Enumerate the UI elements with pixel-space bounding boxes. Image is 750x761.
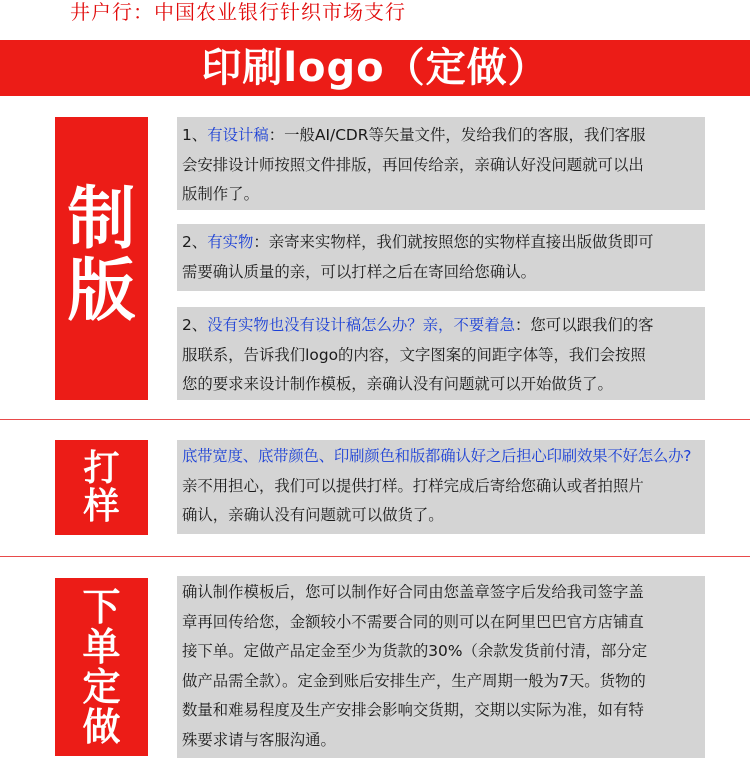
text-run: ：亲寄来实物样，我们就按照您的实物样直接出版做货即可	[253, 233, 654, 251]
section-divider	[0, 419, 750, 420]
side-label-char: 样	[83, 485, 120, 527]
text-run: 1、	[182, 126, 208, 144]
text-run: ：您可以跟我们的客	[515, 316, 654, 334]
text-line: 版制作了。	[182, 185, 259, 203]
section-divider	[0, 556, 750, 557]
text-line: 确认，亲确认没有问题就可以做货了。	[182, 506, 444, 524]
side-label-order	[55, 578, 148, 756]
text-line: 您的要求来设计制作模板，亲确认没有问题就可以开始做货了。	[182, 375, 613, 393]
text-line: 殊要求请与客服沟通。	[182, 730, 336, 749]
text-run: 2、	[182, 316, 208, 334]
side-label-char: 做	[82, 705, 121, 749]
text-line: 确认制作模板后，您可以制作好合同由您盖章签字后发给我司签字盖	[182, 583, 644, 601]
highlight-text: 底带宽度、底带颜色、印刷颜色和版都确认好之后担心印刷效果不好怎么办?	[182, 447, 692, 465]
side-label-char: 版	[67, 251, 136, 331]
side-label-plate-making	[55, 117, 148, 400]
text-line: 会安排设计师按照文件排版，再回传给亲，亲确认好没问题就可以出	[182, 155, 644, 174]
text-line: 服联系，告诉我们logo的内容，文字图案的间距字体等，我们会按照	[182, 345, 646, 364]
highlight-text: 有设计稿	[207, 126, 269, 144]
bank-account-line: 井户行：中国农业银行针织市场支行	[70, 0, 406, 24]
text-line: 需要确认质量的亲，可以打样之后在寄回给您确认。	[182, 262, 536, 281]
info-box-no-sample-no-design	[177, 307, 705, 400]
page-title: 印刷logo（定做）	[0, 40, 750, 96]
text-line: 数量和难易程度及生产安排会影响交货期，交期以实际为准，如有特	[182, 701, 644, 719]
text-run: ：一般AI/CDR等矢量文件，发给我们的客服，我们客服	[268, 126, 646, 144]
side-label-char: 制	[67, 179, 136, 259]
info-box-proofing	[177, 440, 705, 534]
text-line: 章再回传给您，金额较小不需要合同的则可以在阿里巴巴官方店铺直	[182, 612, 644, 631]
text-line: 接下单。定做产品定金至少为货款的30%（余款发货前付清，部分定	[182, 642, 648, 660]
text-line	[182, 311, 701, 341]
text-run: 2、	[182, 233, 208, 251]
side-label-proofing	[55, 440, 148, 535]
info-box-has-sample	[177, 224, 705, 291]
side-label-char: 定	[82, 665, 121, 709]
text-line	[182, 121, 701, 151]
highlight-text: 没有实物也没有设计稿怎么办？亲，不要着急	[207, 316, 516, 334]
text-line: 做产品需全款）。定金到账后安排生产，生产周期一般为7天。货物的	[182, 671, 646, 690]
info-box-order	[177, 576, 705, 758]
text-line: 亲不用担心，我们可以提供打样。打样完成后寄给您确认或者拍照片	[182, 476, 644, 495]
highlight-text: 有实物	[207, 233, 254, 251]
side-label-char: 单	[82, 625, 121, 669]
info-box-has-design	[177, 117, 705, 210]
side-label-char: 打	[83, 447, 120, 489]
side-label-char: 下	[82, 585, 121, 629]
text-line	[182, 228, 701, 258]
